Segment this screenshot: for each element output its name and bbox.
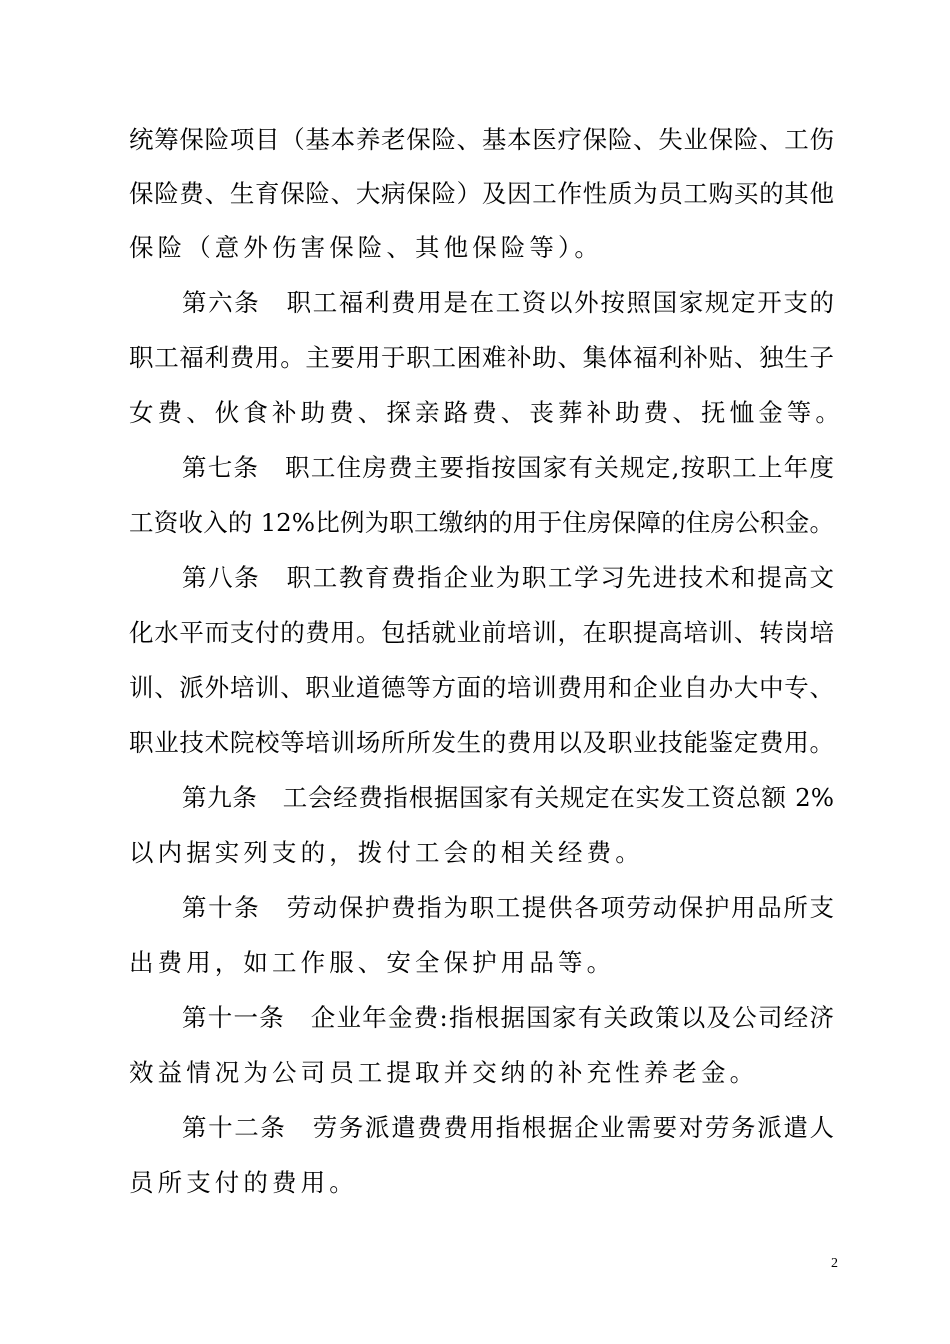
text-line: 职工福利费用。主要用于职工困难补助、集体福利补贴、独生子 bbox=[129, 343, 834, 372]
article-11-line-1: 第十一条 企业年金费:指根据国家有关政策以及公司经济 bbox=[182, 1003, 834, 1032]
article-12-line-1: 第十二条 劳务派遣费费用指根据企业需要对劳务派遣人 bbox=[182, 1113, 834, 1142]
page-number: 2 bbox=[831, 1256, 838, 1271]
text-line: 化水平而支付的费用。包括就业前培训，在职提高培训、转岗培 bbox=[129, 618, 834, 647]
text-line: 工资收入的 12%比例为职工缴纳的用于住房保障的住房公积金。 bbox=[129, 508, 834, 537]
text-line: 职业技术院校等培训场所所发生的费用以及职业技能鉴定费用。 bbox=[129, 728, 834, 757]
text-line: 训、派外培训、职业道德等方面的培训费用和企业自办大中专、 bbox=[129, 673, 834, 702]
text-line: 效益情况为公司员工提取并交纳的补充性养老金。 bbox=[129, 1058, 759, 1087]
article-10-line-1: 第十条 劳动保护费指为职工提供各项劳动保护用品所支 bbox=[182, 893, 834, 922]
text-line: 员所支付的费用。 bbox=[129, 1168, 358, 1197]
text-line: 统筹保险项目（基本养老保险、基本医疗保险、失业保险、工伤 bbox=[129, 125, 834, 154]
article-6-line-1: 第六条 职工福利费用是在工资以外按照国家规定开支的 bbox=[182, 288, 834, 317]
article-8-line-1: 第八条 职工教育费指企业为职工学习先进技术和提高文 bbox=[182, 563, 834, 592]
text-line: 以内据实列支的，拨付工会的相关经费。 bbox=[129, 838, 644, 867]
article-9-line-1: 第九条 工会经费指根据国家有关规定在实发工资总额 2% bbox=[182, 783, 834, 812]
text-line: 保险（意外伤害保险、其他保险等）。 bbox=[129, 233, 603, 262]
text-line: 女费、伙食补助费、探亲路费、丧葬补助费、抚恤金等。 bbox=[129, 398, 844, 427]
text-line: 出费用，如工作服、安全保护用品等。 bbox=[129, 948, 616, 977]
article-7-line-1: 第七条 职工住房费主要指按国家有关规定,按职工上年度 bbox=[182, 453, 834, 482]
text-line: 保险费、生育保险、大病保险）及因工作性质为员工购买的其他 bbox=[129, 179, 834, 208]
